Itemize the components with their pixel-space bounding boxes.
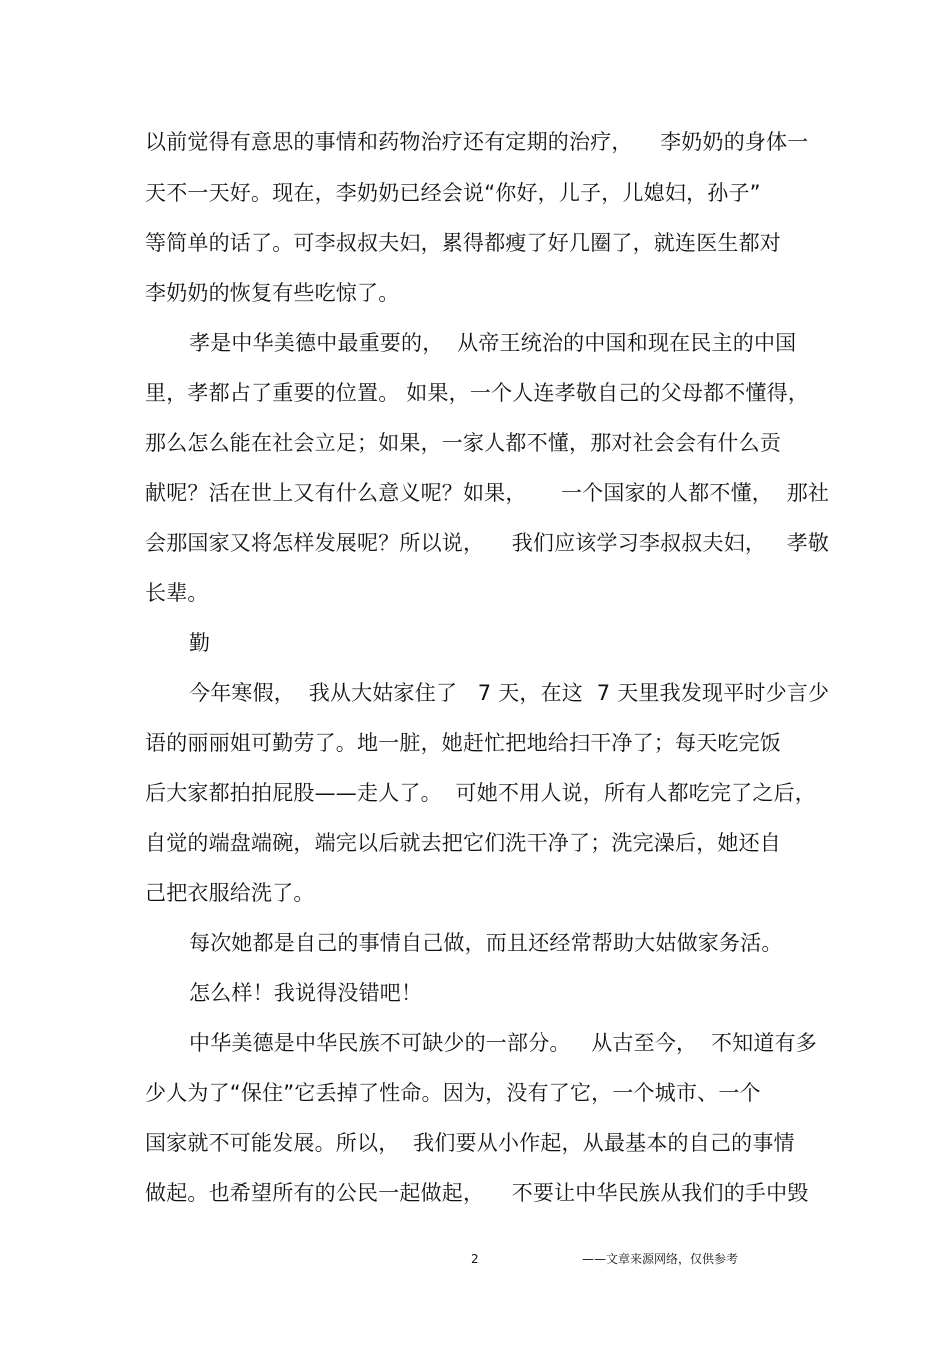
paragraph-first-line: 今年寒假， 我从大姑家住了 7 天，在这 7 天里我发现平时少言少: [189, 681, 830, 705]
text-line: 等简单的话了。可李叔叔夫妇，累得都瘦了好几圈了，就连医生都对: [145, 231, 781, 255]
text-line: 以前觉得有意思的事情和药物治疗还有定期的治疗， 李奶奶的身体一: [145, 130, 809, 154]
text-line: 后大家都拍拍屁股——走人了。 可她不用人说，所有人都吃完了之后，: [145, 781, 816, 805]
text-line: 做起。也希望所有的公民一起做起， 不要让中华民族从我们的手中毁: [145, 1181, 809, 1205]
text-line: 国家就不可能发展。所以， 我们要从小作起，从最基本的自己的事情: [145, 1131, 795, 1155]
text-line: 长辈。: [145, 581, 209, 605]
text-line: 语的丽丽姐可勤劳了。地一脏，她赶忙把地给扫干净了；每天吃完饭: [145, 731, 781, 755]
text-line: 李奶奶的恢复有些吃惊了。: [145, 281, 400, 305]
text-line: 会那国家又将怎样发展呢？所以说， 我们应该学习李叔叔夫妇， 孝敬: [145, 531, 830, 555]
page-number: 2: [471, 1252, 479, 1266]
section-heading: 勤: [189, 631, 211, 655]
text-line: 己把衣服给洗了。: [145, 881, 315, 905]
text-line: 里，孝都占了重要的位置。 如果，一个人连孝敬自己的父母都不懂得，: [145, 381, 810, 405]
paragraph-first-line: 怎么样！我说得没错吧！: [189, 981, 423, 1005]
text-line: 献呢？活在世上又有什么意义呢？如果， 一个国家的人都不懂， 那社: [145, 481, 830, 505]
footer-note: ——文章来源网络，仅供参考: [582, 1252, 739, 1266]
text-line: 天不一天好。现在，李奶奶已经会说“你好，儿子，儿媳妇，孙子”: [145, 181, 761, 205]
text-line: 少人为了“保住”它丢掉了性命。因为，没有了它，一个城市、一个: [145, 1081, 761, 1105]
paragraph-first-line: 中华美德是中华民族不可缺少的一部分。 从古至今， 不知道有多: [189, 1031, 817, 1055]
text-line: 自觉的端盘端碗，端完以后就去把它们洗干净了；洗完澡后，她还自: [145, 831, 781, 855]
paragraph-first-line: 孝是中华美德中最重要的， 从帝王统治的中国和现在民主的中国: [189, 331, 797, 355]
text-line: 那么怎么能在社会立足；如果，一家人都不懂，那对社会会有什么贡: [145, 431, 781, 455]
paragraph-first-line: 每次她都是自己的事情自己做，而且还经常帮助大姑做家务活。: [189, 931, 783, 955]
